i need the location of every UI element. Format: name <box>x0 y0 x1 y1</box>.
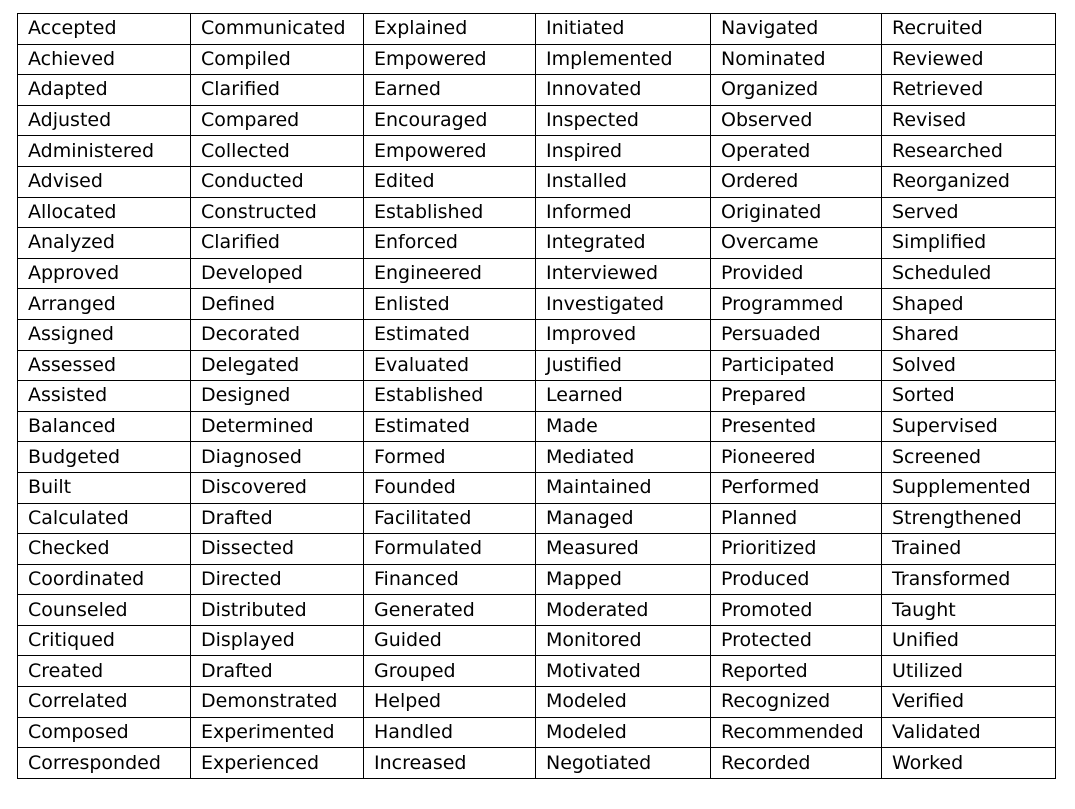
table-cell: Adapted <box>18 75 191 106</box>
table-row <box>18 656 1056 687</box>
table-cell: Administered <box>18 136 191 167</box>
table-cell: Accepted <box>18 14 191 45</box>
table-cell: Strengthened <box>882 503 1056 534</box>
table-cell: Prioritized <box>711 534 882 565</box>
table-row <box>18 625 1056 656</box>
table-cell: Recorded <box>711 748 882 779</box>
table-cell: Negotiated <box>536 748 711 779</box>
table-cell: Recognized <box>711 687 882 718</box>
table-cell: Reported <box>711 656 882 687</box>
table-cell: Recruited <box>882 14 1056 45</box>
table-cell: Sorted <box>882 381 1056 412</box>
table-row <box>18 166 1056 197</box>
table-cell: Maintained <box>536 472 711 503</box>
table-cell: Screened <box>882 442 1056 473</box>
table-cell: Compared <box>191 105 364 136</box>
table-cell: Compiled <box>191 44 364 75</box>
table-cell: Calculated <box>18 503 191 534</box>
table-cell: Clarified <box>191 228 364 259</box>
table-cell: Drafted <box>191 503 364 534</box>
table-cell: Operated <box>711 136 882 167</box>
table-cell: Empowered <box>364 44 536 75</box>
table-cell: Managed <box>536 503 711 534</box>
table-cell: Motivated <box>536 656 711 687</box>
table-cell: Empowered <box>364 136 536 167</box>
table-row <box>18 564 1056 595</box>
table-cell: Delegated <box>191 350 364 381</box>
table-row <box>18 350 1056 381</box>
table-cell: Nominated <box>711 44 882 75</box>
table-cell: Collected <box>191 136 364 167</box>
table-cell: Increased <box>364 748 536 779</box>
table-row <box>18 197 1056 228</box>
table-cell: Supplemented <box>882 472 1056 503</box>
table-cell: Investigated <box>536 289 711 320</box>
table-cell: Helped <box>364 687 536 718</box>
table-cell: Innovated <box>536 75 711 106</box>
table-cell: Programmed <box>711 289 882 320</box>
table-cell: Produced <box>711 564 882 595</box>
table-row <box>18 289 1056 320</box>
table-cell: Adjusted <box>18 105 191 136</box>
table-cell: Engineered <box>364 258 536 289</box>
table-cell: Participated <box>711 350 882 381</box>
table-row <box>18 258 1056 289</box>
table-cell: Retrieved <box>882 75 1056 106</box>
table-cell: Enlisted <box>364 289 536 320</box>
table-cell: Informed <box>536 197 711 228</box>
table-row <box>18 75 1056 106</box>
table-cell: Organized <box>711 75 882 106</box>
table-cell: Provided <box>711 258 882 289</box>
table-cell: Assigned <box>18 319 191 350</box>
table-cell: Counseled <box>18 595 191 626</box>
table-row <box>18 44 1056 75</box>
table-cell: Promoted <box>711 595 882 626</box>
table-row <box>18 748 1056 779</box>
table-cell: Planned <box>711 503 882 534</box>
table-cell: Shaped <box>882 289 1056 320</box>
table-cell: Revised <box>882 105 1056 136</box>
table-row <box>18 442 1056 473</box>
table-cell: Communicated <box>191 14 364 45</box>
table-cell: Experienced <box>191 748 364 779</box>
table-cell: Corresponded <box>18 748 191 779</box>
table-row <box>18 717 1056 748</box>
table-cell: Worked <box>882 748 1056 779</box>
table-cell: Dissected <box>191 534 364 565</box>
table-cell: Assessed <box>18 350 191 381</box>
table-cell: Defined <box>191 289 364 320</box>
table-cell: Navigated <box>711 14 882 45</box>
table-cell: Shared <box>882 319 1056 350</box>
table-cell: Unified <box>882 625 1056 656</box>
table-cell: Designed <box>191 381 364 412</box>
table-cell: Moderated <box>536 595 711 626</box>
table-cell: Interviewed <box>536 258 711 289</box>
table-cell: Distributed <box>191 595 364 626</box>
table-cell: Ordered <box>711 166 882 197</box>
table-cell: Budgeted <box>18 442 191 473</box>
table-cell: Experimented <box>191 717 364 748</box>
table-cell: Handled <box>364 717 536 748</box>
table-cell: Reviewed <box>882 44 1056 75</box>
table-cell: Critiqued <box>18 625 191 656</box>
word-table <box>17 13 1056 779</box>
table-cell: Inspected <box>536 105 711 136</box>
table-cell: Arranged <box>18 289 191 320</box>
table-cell: Built <box>18 472 191 503</box>
table-cell: Coordinated <box>18 564 191 595</box>
table-cell: Edited <box>364 166 536 197</box>
table-cell: Established <box>364 381 536 412</box>
table-cell: Evaluated <box>364 350 536 381</box>
table-cell: Measured <box>536 534 711 565</box>
table-cell: Formulated <box>364 534 536 565</box>
table-cell: Pioneered <box>711 442 882 473</box>
table-cell: Taught <box>882 595 1056 626</box>
table-cell: Monitored <box>536 625 711 656</box>
table-row <box>18 503 1056 534</box>
table-cell: Displayed <box>191 625 364 656</box>
table-cell: Modeled <box>536 687 711 718</box>
table-cell: Estimated <box>364 411 536 442</box>
table-cell: Utilized <box>882 656 1056 687</box>
table-cell: Facilitated <box>364 503 536 534</box>
table-cell: Composed <box>18 717 191 748</box>
table-cell: Installed <box>536 166 711 197</box>
table-cell: Recommended <box>711 717 882 748</box>
table-row <box>18 472 1056 503</box>
table-cell: Made <box>536 411 711 442</box>
table-cell: Prepared <box>711 381 882 412</box>
table-cell: Observed <box>711 105 882 136</box>
table-row <box>18 595 1056 626</box>
table-cell: Conducted <box>191 166 364 197</box>
table-cell: Trained <box>882 534 1056 565</box>
table-cell: Validated <box>882 717 1056 748</box>
table-cell: Determined <box>191 411 364 442</box>
table-cell: Demonstrated <box>191 687 364 718</box>
table-cell: Enforced <box>364 228 536 259</box>
table-cell: Overcame <box>711 228 882 259</box>
table-cell: Integrated <box>536 228 711 259</box>
table-cell: Initiated <box>536 14 711 45</box>
table-cell: Verified <box>882 687 1056 718</box>
table-cell: Justified <box>536 350 711 381</box>
table-cell: Originated <box>711 197 882 228</box>
table-cell: Served <box>882 197 1056 228</box>
table-cell: Implemented <box>536 44 711 75</box>
table-cell: Allocated <box>18 197 191 228</box>
table-row <box>18 228 1056 259</box>
table-cell: Modeled <box>536 717 711 748</box>
table-cell: Explained <box>364 14 536 45</box>
table-cell: Protected <box>711 625 882 656</box>
table-cell: Checked <box>18 534 191 565</box>
table-cell: Established <box>364 197 536 228</box>
table-cell: Drafted <box>191 656 364 687</box>
table-cell: Discovered <box>191 472 364 503</box>
table-cell: Inspired <box>536 136 711 167</box>
table-cell: Learned <box>536 381 711 412</box>
table-cell: Approved <box>18 258 191 289</box>
table-cell: Constructed <box>191 197 364 228</box>
table-cell: Presented <box>711 411 882 442</box>
table-cell: Advised <box>18 166 191 197</box>
table-cell: Supervised <box>882 411 1056 442</box>
table-cell: Generated <box>364 595 536 626</box>
table-cell: Analyzed <box>18 228 191 259</box>
table-row <box>18 136 1056 167</box>
word-table-body <box>18 14 1056 779</box>
table-cell: Developed <box>191 258 364 289</box>
table-cell: Assisted <box>18 381 191 412</box>
table-cell: Mediated <box>536 442 711 473</box>
table-cell: Financed <box>364 564 536 595</box>
table-cell: Reorganized <box>882 166 1056 197</box>
table-cell: Grouped <box>364 656 536 687</box>
table-cell: Performed <box>711 472 882 503</box>
table-row <box>18 411 1056 442</box>
table-row <box>18 319 1056 350</box>
table-cell: Formed <box>364 442 536 473</box>
table-cell: Correlated <box>18 687 191 718</box>
table-cell: Improved <box>536 319 711 350</box>
table-cell: Mapped <box>536 564 711 595</box>
table-cell: Clarified <box>191 75 364 106</box>
table-cell: Transformed <box>882 564 1056 595</box>
table-cell: Earned <box>364 75 536 106</box>
table-cell: Encouraged <box>364 105 536 136</box>
table-row <box>18 534 1056 565</box>
table-cell: Decorated <box>191 319 364 350</box>
table-cell: Estimated <box>364 319 536 350</box>
table-cell: Founded <box>364 472 536 503</box>
table-cell: Balanced <box>18 411 191 442</box>
table-cell: Persuaded <box>711 319 882 350</box>
table-row <box>18 105 1056 136</box>
table-cell: Directed <box>191 564 364 595</box>
table-row <box>18 14 1056 45</box>
table-cell: Achieved <box>18 44 191 75</box>
table-cell: Simplified <box>882 228 1056 259</box>
table-row <box>18 687 1056 718</box>
table-cell: Created <box>18 656 191 687</box>
table-cell: Guided <box>364 625 536 656</box>
table-cell: Diagnosed <box>191 442 364 473</box>
table-row <box>18 381 1056 412</box>
table-cell: Scheduled <box>882 258 1056 289</box>
table-cell: Solved <box>882 350 1056 381</box>
table-cell: Researched <box>882 136 1056 167</box>
